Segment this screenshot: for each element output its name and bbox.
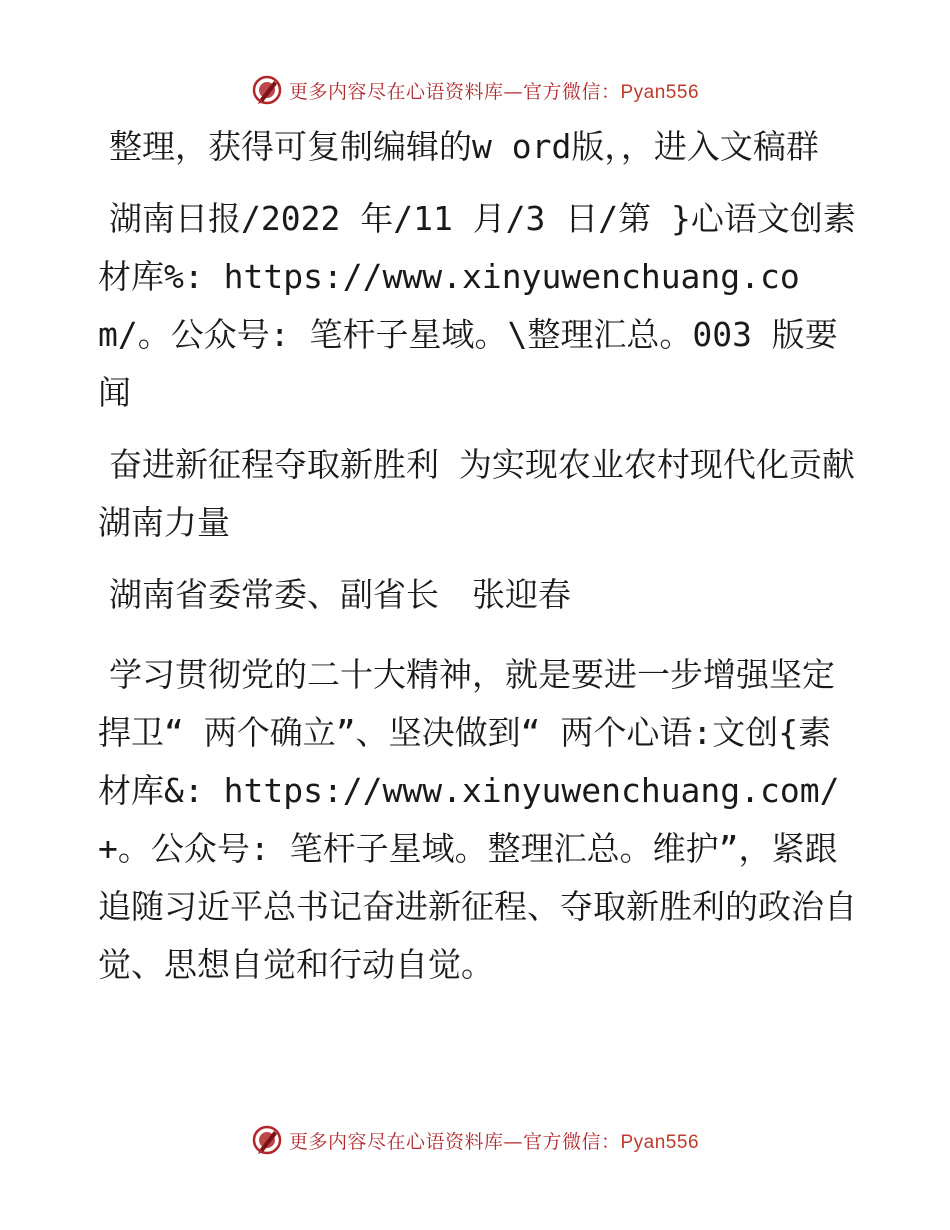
footer-watermark [0, 1120, 950, 1160]
paragraph-body: 学习贯彻党的二十大精神，就是要进一步增强坚定捍卫“ 两个确立”、坚决做到“ 两个心语:文创{素材库&: https://www.xinyuwenchuang.com/+。公众号: 笔杆子星域。整理汇总。维护”，紧跟追随习近平总书记奋进新征程、夺取新胜利的政治自觉、思想自觉和行动自觉。 [98, 655, 857, 984]
paragraph-source: 湖南日报/2022 年/11 月/3 日/第 }心语文创素材库%: https://www.xinyuwenchuang.com/。公众号: 笔杆子星域。\整理汇总。003 版要闻 [98, 199, 856, 412]
document-body [98, 118, 858, 1008]
paragraph-intro: 整理，获得可复制编辑的w ord版，，进入文稿群 [109, 127, 819, 166]
watermark-text: 更多内容尽在心语资料库—官方微信：Pyan556 [288, 1130, 700, 1153]
pen-seal-icon [251, 74, 283, 106]
author-byline: 湖南省委常委、副省长 张迎春 [109, 575, 571, 614]
header-watermark [0, 70, 950, 110]
watermark-text: 更多内容尽在心语资料库—官方微信：Pyan556 [288, 80, 700, 103]
article-title: 奋进新征程夺取新胜利 为实现农业农村现代化贡献湖南力量 [98, 445, 855, 542]
pen-seal-icon [251, 1124, 283, 1156]
